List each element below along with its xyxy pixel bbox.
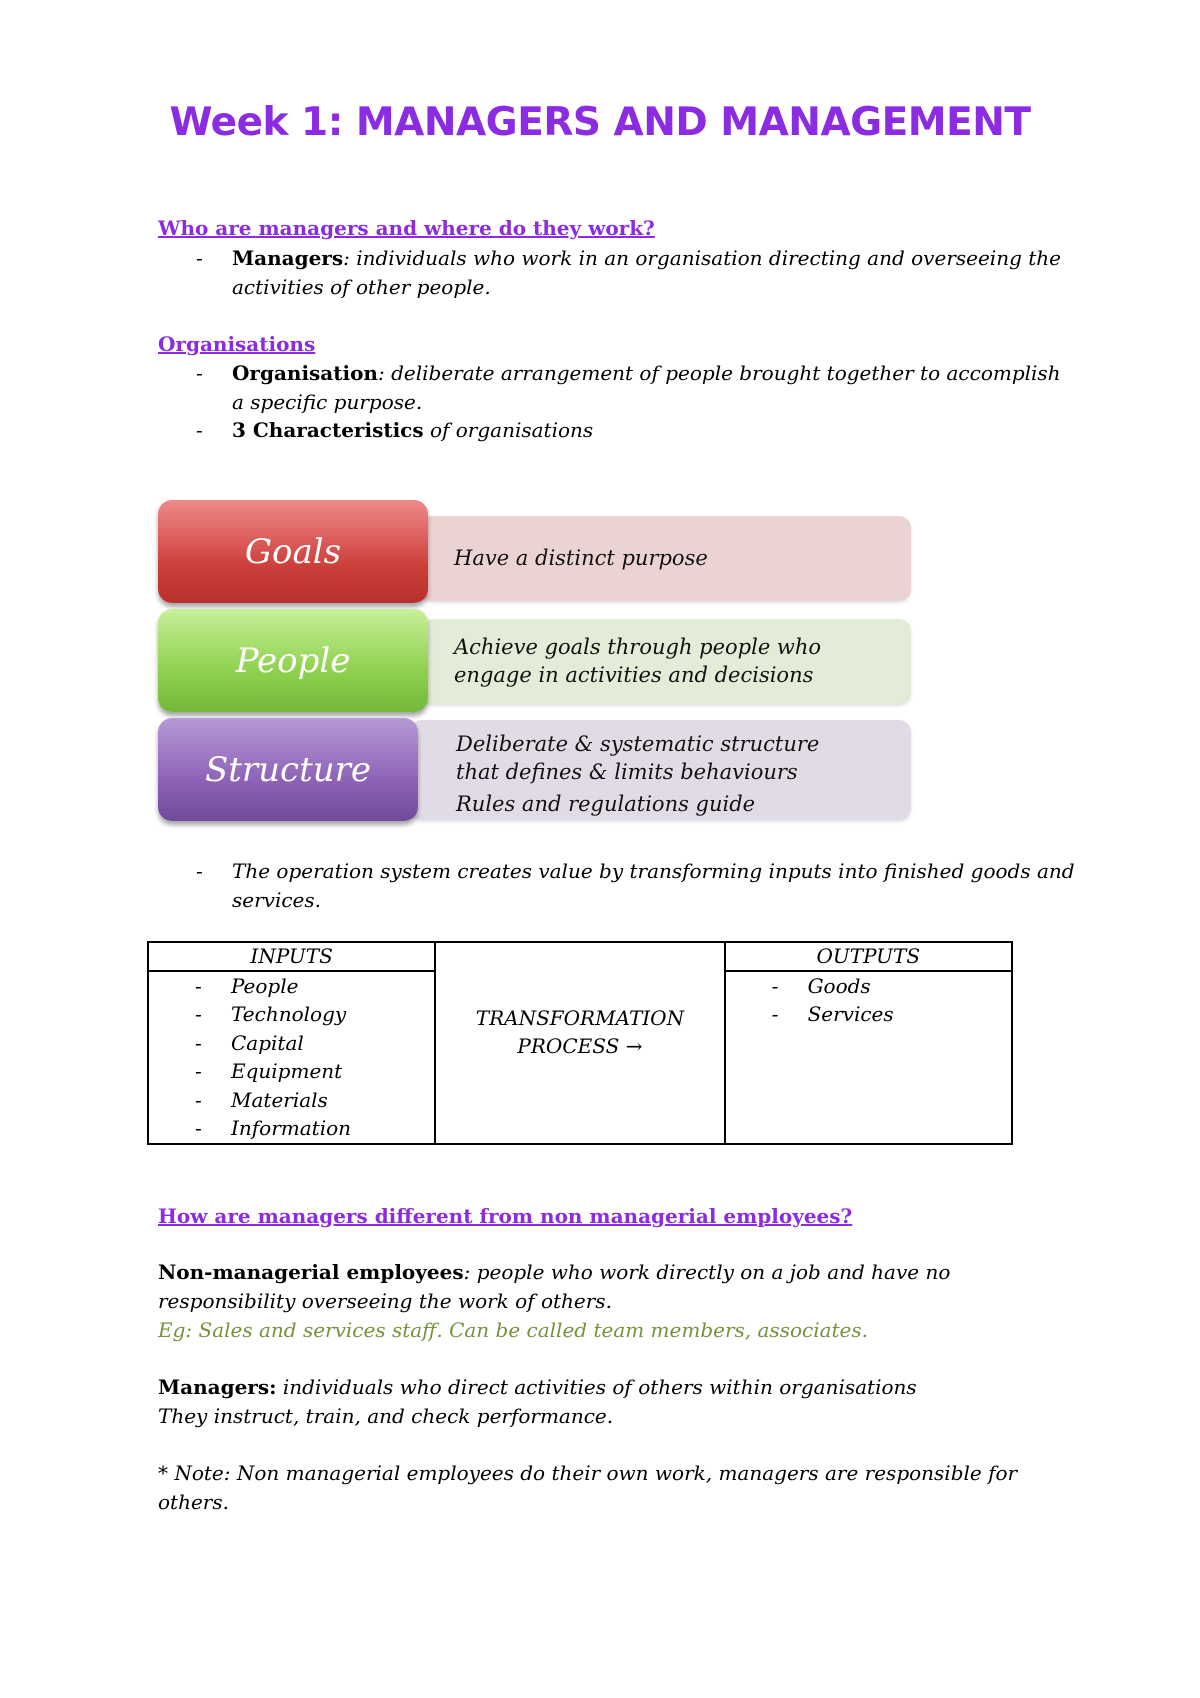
bullet-dash: - (196, 859, 203, 883)
bullet-dash: - (771, 974, 779, 998)
goals-desc-line-1: Have a distinct purpose (454, 546, 708, 570)
paragraph-managers (158, 1373, 1058, 1402)
input-technology: Technology (231, 1002, 347, 1027)
structure-description-box (410, 720, 911, 820)
bullet-dash: - (195, 974, 202, 998)
term-characteristics: 3 Characteristics (232, 418, 424, 442)
term-managers: Managers (232, 246, 344, 270)
bullet-dash: - (196, 418, 203, 442)
inputs-cell (148, 942, 435, 1144)
list-item (726, 1000, 1011, 1028)
bullet-operation-system (158, 857, 1078, 915)
input-information: Information (231, 1115, 352, 1140)
example-text: Eg: Sales and services staff. Can be called team members, associates. (158, 1318, 869, 1342)
output-goods: Goods (807, 974, 871, 998)
bullet-managers (158, 244, 1078, 302)
people-description (454, 633, 901, 689)
goals-description-box (420, 516, 911, 601)
page-title: Week 1: MANAGERS AND MANAGEMENT (169, 100, 1031, 145)
input-materials: Materials (231, 1087, 328, 1112)
heading-who-are-managers: Who are managers and where do they work? (158, 216, 655, 240)
characteristics-suffix: of organisations (423, 418, 594, 442)
process-cell (435, 942, 724, 1144)
input-capital: Capital (231, 1030, 304, 1055)
bullet-text (232, 416, 1078, 445)
people-label-box (158, 609, 428, 712)
people-desc-line-1: Achieve goals through people who (454, 635, 822, 659)
list-item (149, 1000, 434, 1028)
structure-label: Structure (204, 749, 372, 790)
people-desc-line-2: engage in activities and decisions (454, 663, 814, 687)
bullet-dash: - (196, 361, 203, 385)
term-managers-2: Managers: (158, 1375, 277, 1399)
input-people: People (231, 974, 299, 998)
bullet-dash: - (195, 1059, 202, 1084)
list-item (149, 1057, 434, 1085)
heading-organisations: Organisations (158, 332, 316, 356)
output-services: Services (807, 1002, 894, 1027)
definition-managers-2: individuals who direct activities of others within organisations (276, 1375, 917, 1399)
list-item (149, 1029, 434, 1057)
bullet-dash: - (195, 1087, 202, 1112)
input-equipment: Equipment (231, 1059, 343, 1084)
term-organisation: Organisation (232, 361, 378, 385)
bullet-characteristics (158, 416, 1078, 445)
structure-description (456, 730, 901, 818)
list-item (149, 972, 434, 1000)
inputs-list (149, 972, 434, 1142)
bullet-dash: - (195, 1030, 202, 1055)
note-text: * Note: Non managerial employees do their own work, managers are responsible for others. (158, 1461, 1018, 1514)
list-item (149, 1086, 434, 1114)
outputs-cell (725, 942, 1012, 1144)
process-line-1: TRANSFORMATION (475, 1006, 685, 1030)
inputs-header: INPUTS (149, 943, 434, 972)
definition-organisation: : deliberate arrangement of people brought together to accomplish a specific purpose. (232, 361, 1061, 414)
structure-desc-line-3: Rules and regulations guide (456, 792, 756, 816)
people-description-box (420, 619, 911, 704)
bullet-dash: - (196, 246, 203, 270)
managers-duties: They instruct, train, and check performance. (158, 1404, 614, 1428)
list-item (149, 1114, 434, 1142)
goals-description (454, 544, 901, 572)
transformation-table (147, 941, 1013, 1145)
bullet-organisation (158, 359, 1078, 417)
bullet-dash: - (771, 1002, 779, 1027)
bullet-dash: - (195, 1115, 202, 1140)
process-line-2: PROCESS → (517, 1034, 643, 1058)
heading-managers-vs-nonmanagerial: How are managers different from non managerial employees? (158, 1204, 853, 1228)
structure-label-box (158, 718, 418, 821)
structure-desc-line-2: that defines & limits behaviours (456, 760, 798, 784)
bullet-text (232, 244, 1078, 302)
people-label: People (235, 640, 351, 681)
goals-label: Goals (244, 531, 342, 572)
outputs-list (726, 972, 1011, 1029)
outputs-header: OUTPUTS (726, 943, 1011, 972)
bullet-text: The operation system creates value by transforming inputs into finished goods and services. (232, 859, 1075, 912)
definition-nonmanagerial: : people who work directly on a job and have no responsibility overseeing the work of others. (158, 1260, 951, 1313)
structure-desc-line-1: Deliberate & systematic structure (456, 732, 820, 756)
bullet-text (232, 359, 1078, 417)
bullet-dash: - (195, 1002, 202, 1027)
definition-managers: : individuals who work in an organisation directing and overseeing the activities of other people. (232, 246, 1061, 299)
paragraph-nonmanagerial (158, 1258, 1058, 1316)
term-nonmanagerial: Non-managerial employees (158, 1260, 464, 1284)
list-item (726, 972, 1011, 1000)
goals-label-box (158, 500, 428, 603)
